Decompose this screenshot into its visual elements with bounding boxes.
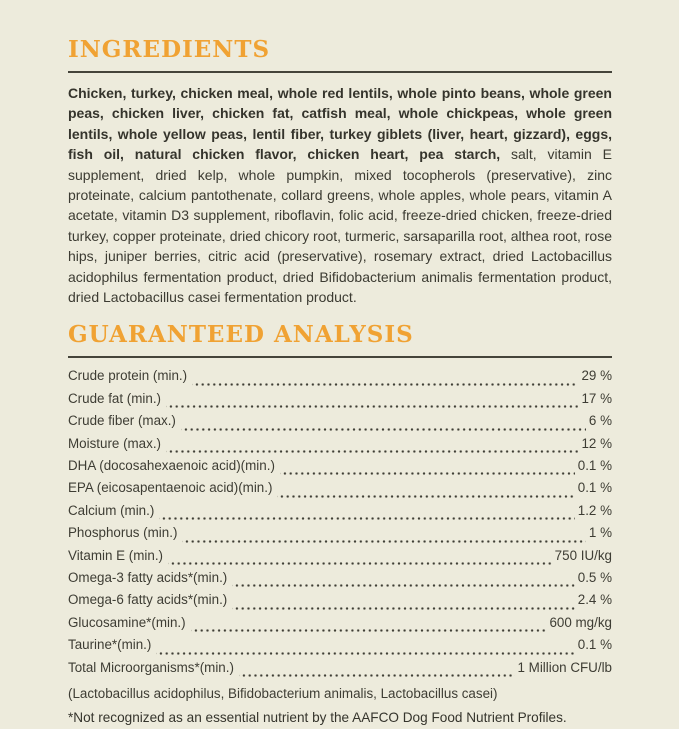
guaranteed-analysis-title: GUARANTEED ANALYSIS [68, 321, 414, 349]
analysis-row-value: 1 % [588, 525, 612, 541]
dot-leader [277, 480, 574, 502]
ingredients-divider [68, 71, 612, 73]
analysis-table [68, 368, 612, 681]
microorganisms-subnote: (Lactobacillus acidophilus, Bifidobacterium animalis, Lactobacillus casei) [68, 685, 498, 701]
analysis-row [68, 458, 612, 480]
analysis-row-value: 600 mg/kg [549, 614, 612, 630]
analysis-row-label: Crude fiber (max.) [68, 413, 176, 429]
guaranteed-analysis-divider [68, 356, 612, 358]
analysis-row-label: Crude fat (min.) [68, 390, 162, 406]
analysis-row-label: Crude protein (min.) [68, 368, 188, 384]
analysis-row [68, 503, 612, 525]
analysis-row-label: Omega-3 fatty acids*(min.) [68, 569, 228, 585]
analysis-row-value: 29 % [581, 368, 612, 384]
dot-leader [166, 391, 578, 413]
analysis-row-value: 1 Million CFU/lb [517, 659, 612, 675]
dot-leader [182, 525, 586, 547]
guaranteed-analysis-section [68, 321, 612, 728]
dot-leader [181, 413, 586, 435]
dot-leader [168, 548, 552, 570]
dot-leader [159, 503, 574, 525]
ingredients-section [68, 36, 612, 307]
analysis-row-value: 0.1 % [577, 480, 612, 496]
analysis-row-value: 6 % [588, 413, 612, 429]
analysis-row-label: Glucosamine*(min.) [68, 614, 186, 630]
dot-leader [166, 436, 578, 458]
analysis-row [68, 592, 612, 614]
analysis-row-label: Vitamin E (min.) [68, 547, 163, 563]
analysis-row-label: DHA (docosahexaenoic acid)(min.) [68, 458, 275, 474]
analysis-row [68, 368, 612, 390]
analysis-row [68, 480, 612, 502]
analysis-row [68, 391, 612, 413]
analysis-row-label: Omega-6 fatty acids*(min.) [68, 592, 228, 608]
dot-leader [192, 368, 578, 390]
ingredients-secondary-list: salt, vitamin E supplement, dried kelp, whole pumpkin, mixed tocopherols (preservative), zinc proteinate, calcium pantothenate, collard greens, whole apples, whole pears, vitamin A acetate, vitamin D3 supplement, riboflavin, folic acid, freeze-dried chicken, freeze-dried turkey, copper proteinate, dried chicory root, turmeric, sarsaparilla root, althea root, rose hips, juniper berries, citric acid (preservative), rosemary extract, dried Lactobacillus acidophilus fermentation product, dried Bifidobacterium animalis fermentation product, dried Lactobacillus casei fermentation product. [68, 146, 613, 306]
ingredients-title: INGREDIENTS [68, 36, 271, 63]
analysis-row-label: Moisture (max.) [68, 435, 162, 451]
dot-leader [191, 615, 547, 637]
analysis-row-label: EPA (eicosapentaenoic acid)(min.) [68, 480, 273, 496]
analysis-row-label: Total Microorganisms*(min.) [68, 659, 234, 675]
ingredients-primary-list: Chicken, turkey, chicken meal, whole red lentils, whole pinto beans, whole green peas, chicken liver, chicken fat, catfish meal, whole chickpeas, whole green lentils, whole yellow peas, lentil fiber, turkey giblets (liver, heart, gizzard), eggs, fish oil, natural chicken flavor, chicken heart, pea starch, [68, 85, 612, 163]
analysis-row [68, 413, 612, 435]
analysis-row [68, 615, 612, 637]
analysis-row [68, 525, 612, 547]
aafco-footnote: *Not recognized as an essential nutrient by the AAFCO Dog Food Nutrient Profiles. [68, 709, 567, 725]
dot-leader [156, 637, 574, 659]
dot-leader [232, 592, 575, 614]
analysis-row [68, 637, 612, 659]
analysis-row [68, 570, 612, 592]
ingredients-paragraph [68, 83, 612, 307]
analysis-row-value: 17 % [581, 390, 612, 406]
analysis-row [68, 548, 612, 570]
analysis-row-value: 0.1 % [577, 458, 612, 474]
analysis-row-value: 2.4 % [577, 592, 612, 608]
analysis-row [68, 436, 612, 458]
analysis-row-value: 12 % [581, 435, 612, 451]
dot-leader [280, 458, 575, 480]
analysis-row-label: Phosphorus (min.) [68, 525, 178, 541]
analysis-row-label: Calcium (min.) [68, 502, 155, 518]
analysis-row-value: 0.1 % [577, 637, 612, 653]
analysis-row-label: Taurine*(min.) [68, 637, 152, 653]
dot-leader [232, 570, 575, 592]
analysis-row-value: 750 IU/kg [554, 547, 612, 563]
analysis-row-value: 0.5 % [577, 569, 612, 585]
analysis-row-value: 1.2 % [577, 502, 612, 518]
